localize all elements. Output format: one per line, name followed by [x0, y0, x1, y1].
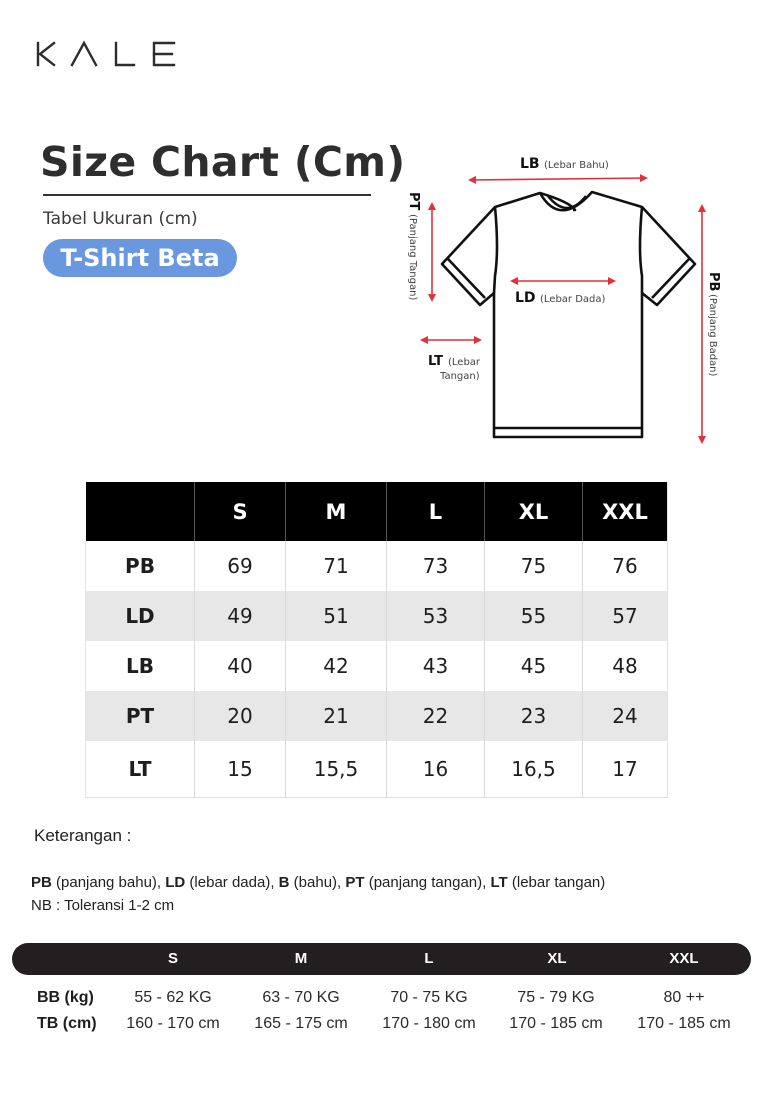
table-cell: 49 — [195, 591, 286, 641]
title-underline — [43, 194, 371, 196]
header-size-m: M — [286, 482, 387, 541]
legend-code: PB — [31, 874, 52, 891]
table-cell: 16 — [387, 741, 485, 797]
table-cell: 43 — [387, 641, 485, 691]
ld-desc: (Lebar Dada) — [540, 294, 606, 305]
table-cell: 45 — [485, 641, 583, 691]
table-cell: 21 — [286, 691, 387, 741]
product-badge: T-Shirt Beta — [43, 239, 237, 277]
legend-code: B — [278, 874, 290, 891]
table-cell: 15 — [195, 741, 286, 797]
notes-legend — [31, 874, 605, 891]
tshirt-outline-icon — [442, 192, 695, 437]
lb-arrow-icon — [470, 178, 646, 180]
table-cell: 55 — [485, 591, 583, 641]
table-cell: 23 — [485, 691, 583, 741]
fit-row-label: BB (kg) — [37, 989, 94, 1006]
lb-code: LB — [520, 156, 540, 172]
table-cell: 53 — [387, 591, 485, 641]
fit-row-height — [0, 1015, 762, 1037]
pt-desc: (Panjang Tangan) — [407, 214, 418, 301]
table-cell: 76 — [583, 541, 668, 591]
fit-cell: 63 - 70 KG — [262, 989, 340, 1006]
fit-row-weight — [0, 989, 762, 1011]
notes-heading: Keterangan : — [34, 826, 132, 845]
fit-cell: 170 - 185 cm — [509, 1015, 603, 1032]
fit-cell: 170 - 180 cm — [382, 1015, 476, 1032]
lt-code: LT — [428, 354, 443, 369]
lt-desc-1: (Lebar — [448, 357, 481, 368]
legend-code: LD — [165, 874, 186, 891]
kale-logo-glyphs — [36, 39, 178, 69]
legend-code: LT — [490, 874, 508, 891]
table-row-pt — [86, 691, 668, 741]
table-row-lb — [86, 641, 668, 691]
header-size-l: L — [387, 482, 485, 541]
table-cell: 15,5 — [286, 741, 387, 797]
fit-cell: 55 - 62 KG — [134, 989, 212, 1006]
fit-size-l: L — [424, 950, 434, 967]
pb-code: PB — [706, 272, 721, 292]
table-cell: 71 — [286, 541, 387, 591]
pb-desc: (Panjang Badan) — [707, 294, 718, 377]
table-row-lt — [86, 741, 668, 797]
ld-code: LD — [515, 290, 536, 306]
lb-desc: (Lebar Bahu) — [544, 160, 609, 171]
fit-row-label: TB (cm) — [37, 1015, 97, 1032]
table-row-ld — [86, 591, 668, 641]
fit-cell: 75 - 79 KG — [517, 989, 595, 1006]
legend-text: (panjang tangan), — [364, 874, 491, 891]
row-label: LB — [86, 641, 195, 691]
legend-text: (lebar dada), — [185, 874, 279, 891]
page-title: Size Chart (Cm) — [40, 138, 406, 186]
table-cell: 16,5 — [485, 741, 583, 797]
fit-cell: 80 ++ — [663, 989, 705, 1006]
header-size-s: S — [195, 482, 286, 541]
legend-code: PT — [345, 874, 365, 891]
table-cell: 51 — [286, 591, 387, 641]
table-header-row — [86, 482, 668, 541]
table-cell: 73 — [387, 541, 485, 591]
fit-size-s: S — [167, 950, 179, 967]
measurement-arrows — [422, 178, 702, 442]
fit-cell: 170 - 185 cm — [637, 1015, 731, 1032]
header-size-xl: XL — [485, 482, 583, 541]
table-cell: 57 — [583, 591, 668, 641]
table-cell: 20 — [195, 691, 286, 741]
kale-logo — [36, 38, 178, 70]
tolerance-note: NB : Toleransi 1-2 cm — [31, 897, 175, 914]
fit-cell: 160 - 170 cm — [126, 1015, 220, 1032]
fit-cell: 70 - 75 KG — [390, 989, 468, 1006]
fit-cell: 165 - 175 cm — [254, 1015, 348, 1032]
table-cell: 24 — [583, 691, 668, 741]
table-cell: 48 — [583, 641, 668, 691]
header-size-xxl: XXL — [583, 482, 668, 541]
legend-text: (bahu), — [289, 874, 346, 891]
row-label: PB — [86, 541, 195, 591]
fit-size-m: M — [294, 950, 308, 967]
row-label: LD — [86, 591, 195, 641]
lt-desc-2: Tangan) — [440, 371, 480, 382]
fit-size-xl: XL — [547, 950, 567, 967]
fit-size-xxl: XXL — [669, 950, 699, 967]
legend-text: (lebar tangan) — [507, 874, 606, 891]
header-corner — [86, 482, 195, 541]
legend-text: (panjang bahu), — [51, 874, 166, 891]
row-label: LT — [86, 741, 195, 797]
table-cell: 22 — [387, 691, 485, 741]
tshirt-measurement-diagram — [400, 140, 762, 450]
table-cell: 69 — [195, 541, 286, 591]
row-label: PT — [86, 691, 195, 741]
size-chart-table — [85, 482, 668, 798]
table-cell: 75 — [485, 541, 583, 591]
pt-code: PT — [406, 192, 421, 211]
table-cell: 40 — [195, 641, 286, 691]
subtitle: Tabel Ukuran (cm) — [43, 209, 198, 229]
table-cell: 42 — [286, 641, 387, 691]
table-cell: 17 — [583, 741, 668, 797]
table-row-pb — [86, 541, 668, 591]
fit-guide-header-bar — [12, 943, 751, 975]
